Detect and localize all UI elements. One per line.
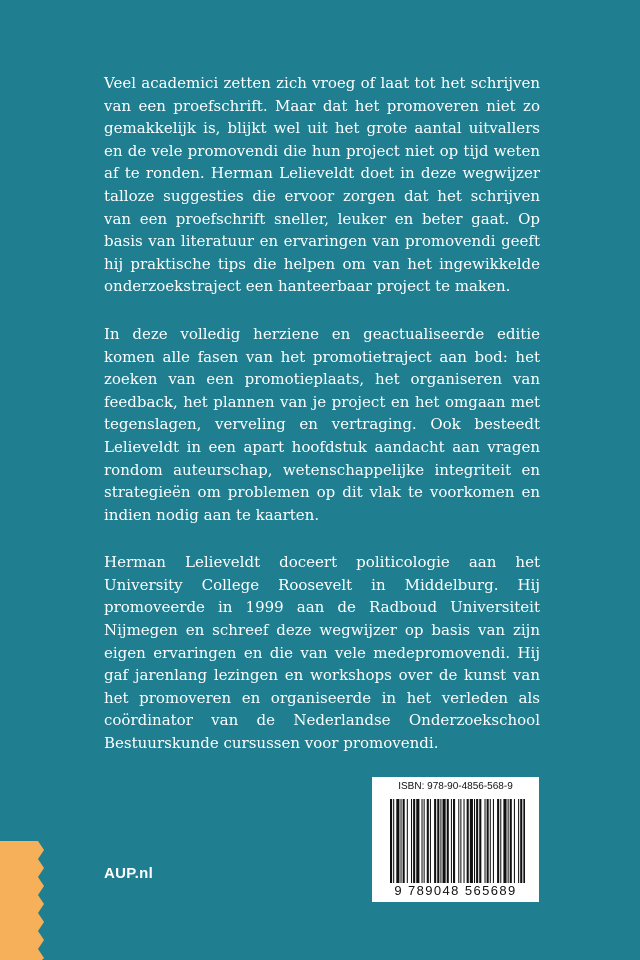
barcode-bar [514, 799, 515, 883]
barcode-bars [390, 799, 525, 883]
blurb-paragraph-2: In deze volledig herziene en geactualiseerde editie komen alle fasen van het promotietraject aan bod: het zoeken van een promotieplaats, het organiseren van feedback, het plannen van je project en het omgaan met tegenslagen, verveling en vertraging. Ook besteedt Lelieveldt in een apart hoofdstuk aandacht aan vragen rondom auteurschap, wetenschappelijke integriteit en strategieën om problemen op dit vlak te voorkomen en indien nodig aan te kaarten. [104, 324, 540, 524]
barcode-bar [503, 799, 506, 883]
publisher-logo: AUP.nl [104, 865, 154, 882]
barcode-bar [500, 799, 501, 883]
barcode-bar [518, 799, 519, 883]
barcode-bar [411, 799, 412, 883]
barcode-bar [401, 799, 402, 883]
orange-edge-tab [0, 841, 52, 960]
barcode-bar [510, 799, 512, 883]
barcode-bar [437, 799, 439, 883]
barcode-bar [497, 799, 499, 883]
barcode-bar [443, 799, 446, 883]
barcode-bar [490, 799, 491, 883]
barcode-bar [460, 799, 461, 883]
barcode-bar [508, 799, 509, 883]
barcode-bar [393, 799, 394, 883]
barcode-bar [427, 799, 429, 883]
barcode-bar [396, 799, 399, 883]
barcode-bar [424, 799, 425, 883]
barcode-bar [458, 799, 459, 883]
barcode-bar [447, 799, 449, 883]
isbn-label: ISBN: 978-90-4856-568-9 [398, 781, 513, 792]
barcode-bar [474, 799, 475, 883]
barcode-bar [487, 799, 489, 883]
barcode-bar [493, 799, 494, 883]
blurb-paragraph-1: Veel academici zetten zich vroeg of laat tot het schrijven van een proefschrift. Maar dat het promoveren niet zo gemakkelijk is, blijkt wel uit het grote aantal uitvallers en de vele promovendi die hun project niet op tijd weten af te ronden. Herman Lelieveldt doet in deze wegwijzer talloze suggesties die ervoor zorgen dat het schrijven van een proefschrift sneller, leuker en beter gaat. Op basis van literatuur en ervaringen van promovendi geeft hij praktische tips die helpen om van het ingewikkelde onderzoekstraject een hanteerbaar project te maken. [104, 74, 540, 296]
barcode-bar [467, 799, 469, 883]
barcode-bar [485, 799, 486, 883]
barcode-bar [476, 799, 478, 883]
barcode-bar [416, 799, 419, 883]
blurb-paragraph-3: Herman Lelieveldt doceert politicologie aan het University College Roosevelt in Middelburg. Hij promoveerde in 1999 aan de Radboud Universiteit Nijmegen en schreef deze wegwijzer op basis van zijn eigen ervaringen en die van vele medepromovendi. Hij gaf jarenlang lezingen en workshops over de kunst van het promoveren en organiseerde in het verleden als coördinator van de Nederlandse Onderzoekschool Bestuurskunde cursussen voor promovendi. [104, 553, 540, 753]
barcode-bar [470, 799, 473, 883]
barcode-bar [523, 799, 525, 883]
barcode-bar [453, 799, 455, 883]
barcode-bar [413, 799, 415, 883]
barcode-digits: 9 789048 565689 [394, 883, 517, 898]
barcode-bar [422, 799, 423, 883]
barcode-bar [479, 799, 481, 883]
barcode-bar [403, 799, 405, 883]
barcode-bar [464, 799, 465, 883]
barcode-bar [451, 799, 452, 883]
back-cover-blurb [104, 72, 540, 780]
barcode-bar [390, 799, 392, 883]
barcode-bar [440, 799, 441, 883]
barcode-bar [434, 799, 436, 883]
barcode-bar [430, 799, 431, 883]
barcode-bar [520, 799, 522, 883]
barcode-bar [407, 799, 408, 883]
isbn-barcode [372, 777, 539, 902]
